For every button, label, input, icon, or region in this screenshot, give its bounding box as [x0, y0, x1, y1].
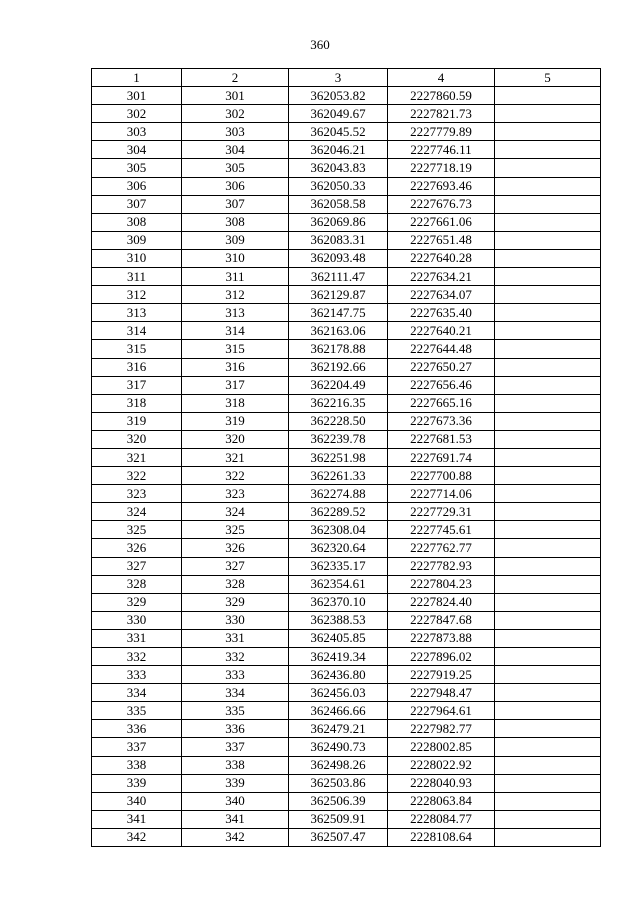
- x-coordinate-cell: 362111.47: [289, 268, 388, 286]
- y-coordinate-cell: 2227964.61: [388, 702, 495, 720]
- table-row: [92, 231, 601, 249]
- column-header-3: 3: [289, 69, 388, 87]
- y-coordinate-cell: 2228022.92: [388, 756, 495, 774]
- y-coordinate-cell: 2227824.40: [388, 593, 495, 611]
- point-id-cell: 318: [182, 394, 289, 412]
- table-row: [92, 141, 601, 159]
- y-coordinate-cell: 2227821.73: [388, 105, 495, 123]
- table-row: [92, 521, 601, 539]
- table-row: [92, 738, 601, 756]
- point-number-cell: 304: [92, 141, 182, 159]
- point-number-cell: 334: [92, 684, 182, 702]
- x-coordinate-cell: 362216.35: [289, 394, 388, 412]
- point-number-cell: 313: [92, 304, 182, 322]
- point-number-cell: 341: [92, 810, 182, 828]
- y-coordinate-cell: 2227847.68: [388, 611, 495, 629]
- point-id-cell: 341: [182, 810, 289, 828]
- x-coordinate-cell: 362053.82: [289, 87, 388, 105]
- point-number-cell: 306: [92, 177, 182, 195]
- point-id-cell: 304: [182, 141, 289, 159]
- x-coordinate-cell: 362251.98: [289, 448, 388, 466]
- note-cell: [495, 213, 601, 231]
- x-coordinate-cell: 362506.39: [289, 792, 388, 810]
- note-cell: [495, 268, 601, 286]
- table-row: [92, 268, 601, 286]
- y-coordinate-cell: 2227691.74: [388, 448, 495, 466]
- x-coordinate-cell: 362069.86: [289, 213, 388, 231]
- point-number-cell: 324: [92, 503, 182, 521]
- x-coordinate-cell: 362163.06: [289, 322, 388, 340]
- table-row: [92, 213, 601, 231]
- note-cell: [495, 792, 601, 810]
- x-coordinate-cell: 362228.50: [289, 412, 388, 430]
- point-id-cell: 311: [182, 268, 289, 286]
- point-id-cell: 328: [182, 575, 289, 593]
- point-id-cell: 302: [182, 105, 289, 123]
- y-coordinate-cell: 2227896.02: [388, 648, 495, 666]
- point-number-cell: 342: [92, 828, 182, 846]
- x-coordinate-cell: 362043.83: [289, 159, 388, 177]
- x-coordinate-cell: 362058.58: [289, 195, 388, 213]
- point-id-cell: 316: [182, 358, 289, 376]
- table-row: [92, 105, 601, 123]
- point-number-cell: 302: [92, 105, 182, 123]
- table-row: [92, 123, 601, 141]
- table-row: [92, 684, 601, 702]
- x-coordinate-cell: 362388.53: [289, 611, 388, 629]
- point-id-cell: 322: [182, 467, 289, 485]
- note-cell: [495, 738, 601, 756]
- note-cell: [495, 629, 601, 647]
- y-coordinate-cell: 2227982.77: [388, 720, 495, 738]
- point-id-cell: 319: [182, 412, 289, 430]
- x-coordinate-cell: 362479.21: [289, 720, 388, 738]
- x-coordinate-cell: 362490.73: [289, 738, 388, 756]
- table-row: [92, 702, 601, 720]
- note-cell: [495, 648, 601, 666]
- note-cell: [495, 159, 601, 177]
- page-number: 360: [310, 37, 330, 52]
- point-number-cell: 339: [92, 774, 182, 792]
- note-cell: [495, 412, 601, 430]
- point-id-cell: 324: [182, 503, 289, 521]
- y-coordinate-cell: 2227779.89: [388, 123, 495, 141]
- y-coordinate-cell: 2227634.21: [388, 268, 495, 286]
- y-coordinate-cell: 2227665.16: [388, 394, 495, 412]
- table-row: [92, 828, 601, 846]
- table-row: [92, 467, 601, 485]
- y-coordinate-cell: 2227661.06: [388, 213, 495, 231]
- y-coordinate-cell: 2227762.77: [388, 539, 495, 557]
- y-coordinate-cell: 2227693.46: [388, 177, 495, 195]
- y-coordinate-cell: 2228084.77: [388, 810, 495, 828]
- note-cell: [495, 177, 601, 195]
- y-coordinate-cell: 2227873.88: [388, 629, 495, 647]
- table-row: [92, 629, 601, 647]
- note-cell: [495, 141, 601, 159]
- y-coordinate-cell: 2227650.27: [388, 358, 495, 376]
- y-coordinate-cell: 2227718.19: [388, 159, 495, 177]
- point-number-cell: 311: [92, 268, 182, 286]
- point-number-cell: 335: [92, 702, 182, 720]
- x-coordinate-cell: 362419.34: [289, 648, 388, 666]
- point-number-cell: 338: [92, 756, 182, 774]
- point-number-cell: 305: [92, 159, 182, 177]
- x-coordinate-cell: 362320.64: [289, 539, 388, 557]
- point-id-cell: 321: [182, 448, 289, 466]
- table-header: [92, 69, 601, 87]
- point-number-cell: 316: [92, 358, 182, 376]
- point-number-cell: 320: [92, 430, 182, 448]
- point-id-cell: 314: [182, 322, 289, 340]
- point-id-cell: 308: [182, 213, 289, 231]
- note-cell: [495, 593, 601, 611]
- point-number-cell: 330: [92, 611, 182, 629]
- point-number-cell: 307: [92, 195, 182, 213]
- x-coordinate-cell: 362456.03: [289, 684, 388, 702]
- table-row: [92, 774, 601, 792]
- note-cell: [495, 105, 601, 123]
- x-coordinate-cell: 362498.26: [289, 756, 388, 774]
- x-coordinate-cell: 362335.17: [289, 557, 388, 575]
- point-id-cell: 301: [182, 87, 289, 105]
- point-number-cell: 318: [92, 394, 182, 412]
- point-number-cell: 327: [92, 557, 182, 575]
- x-coordinate-cell: 362503.86: [289, 774, 388, 792]
- x-coordinate-cell: 362354.61: [289, 575, 388, 593]
- note-cell: [495, 87, 601, 105]
- x-coordinate-cell: 362274.88: [289, 485, 388, 503]
- y-coordinate-cell: 2227948.47: [388, 684, 495, 702]
- table-row: [92, 159, 601, 177]
- table-row: [92, 485, 601, 503]
- x-coordinate-cell: 362050.33: [289, 177, 388, 195]
- note-cell: [495, 539, 601, 557]
- x-coordinate-cell: 362192.66: [289, 358, 388, 376]
- point-number-cell: 340: [92, 792, 182, 810]
- point-id-cell: 323: [182, 485, 289, 503]
- y-coordinate-cell: 2227860.59: [388, 87, 495, 105]
- point-id-cell: 333: [182, 666, 289, 684]
- point-id-cell: 307: [182, 195, 289, 213]
- y-coordinate-cell: 2228002.85: [388, 738, 495, 756]
- table-row: [92, 340, 601, 358]
- point-number-cell: 322: [92, 467, 182, 485]
- note-cell: [495, 666, 601, 684]
- y-coordinate-cell: 2228063.84: [388, 792, 495, 810]
- point-number-cell: 303: [92, 123, 182, 141]
- point-id-cell: 320: [182, 430, 289, 448]
- point-number-cell: 336: [92, 720, 182, 738]
- point-number-cell: 325: [92, 521, 182, 539]
- coordinates-table: [91, 68, 601, 847]
- point-id-cell: 327: [182, 557, 289, 575]
- y-coordinate-cell: 2227745.61: [388, 521, 495, 539]
- point-id-cell: 336: [182, 720, 289, 738]
- y-coordinate-cell: 2227714.06: [388, 485, 495, 503]
- note-cell: [495, 810, 601, 828]
- note-cell: [495, 358, 601, 376]
- x-coordinate-cell: 362261.33: [289, 467, 388, 485]
- point-number-cell: 321: [92, 448, 182, 466]
- point-id-cell: 326: [182, 539, 289, 557]
- table-row: [92, 322, 601, 340]
- table-row: [92, 503, 601, 521]
- note-cell: [495, 340, 601, 358]
- table-row: [92, 195, 601, 213]
- note-cell: [495, 702, 601, 720]
- x-coordinate-cell: 362239.78: [289, 430, 388, 448]
- point-number-cell: 337: [92, 738, 182, 756]
- point-number-cell: 312: [92, 286, 182, 304]
- x-coordinate-cell: 362147.75: [289, 304, 388, 322]
- table-row: [92, 557, 601, 575]
- x-coordinate-cell: 362370.10: [289, 593, 388, 611]
- table-row: [92, 792, 601, 810]
- y-coordinate-cell: 2227676.73: [388, 195, 495, 213]
- table-row: [92, 611, 601, 629]
- note-cell: [495, 828, 601, 846]
- table-row: [92, 376, 601, 394]
- y-coordinate-cell: 2227729.31: [388, 503, 495, 521]
- y-coordinate-cell: 2227640.21: [388, 322, 495, 340]
- point-id-cell: 310: [182, 249, 289, 267]
- header-row: [92, 69, 601, 87]
- table-row: [92, 412, 601, 430]
- table-row: [92, 666, 601, 684]
- table-row: [92, 810, 601, 828]
- note-cell: [495, 430, 601, 448]
- point-number-cell: 314: [92, 322, 182, 340]
- point-id-cell: 303: [182, 123, 289, 141]
- point-id-cell: 306: [182, 177, 289, 195]
- point-id-cell: 325: [182, 521, 289, 539]
- point-number-cell: 333: [92, 666, 182, 684]
- note-cell: [495, 503, 601, 521]
- note-cell: [495, 123, 601, 141]
- table-row: [92, 648, 601, 666]
- x-coordinate-cell: 362045.52: [289, 123, 388, 141]
- y-coordinate-cell: 2227919.25: [388, 666, 495, 684]
- note-cell: [495, 322, 601, 340]
- point-id-cell: 309: [182, 231, 289, 249]
- point-number-cell: 315: [92, 340, 182, 358]
- column-header-4: 4: [388, 69, 495, 87]
- y-coordinate-cell: 2227804.23: [388, 575, 495, 593]
- note-cell: [495, 394, 601, 412]
- x-coordinate-cell: 362204.49: [289, 376, 388, 394]
- point-id-cell: 342: [182, 828, 289, 846]
- table-row: [92, 304, 601, 322]
- note-cell: [495, 376, 601, 394]
- point-number-cell: 331: [92, 629, 182, 647]
- point-number-cell: 323: [92, 485, 182, 503]
- x-coordinate-cell: 362509.91: [289, 810, 388, 828]
- point-id-cell: 337: [182, 738, 289, 756]
- point-number-cell: 317: [92, 376, 182, 394]
- table-row: [92, 286, 601, 304]
- note-cell: [495, 195, 601, 213]
- point-id-cell: 334: [182, 684, 289, 702]
- table-row: [92, 249, 601, 267]
- point-id-cell: 312: [182, 286, 289, 304]
- note-cell: [495, 467, 601, 485]
- column-header-5: 5: [495, 69, 601, 87]
- table-row: [92, 430, 601, 448]
- y-coordinate-cell: 2227681.53: [388, 430, 495, 448]
- note-cell: [495, 756, 601, 774]
- table-row: [92, 593, 601, 611]
- note-cell: [495, 684, 601, 702]
- x-coordinate-cell: 362129.87: [289, 286, 388, 304]
- table-row: [92, 720, 601, 738]
- table-row: [92, 87, 601, 105]
- y-coordinate-cell: 2227746.11: [388, 141, 495, 159]
- note-cell: [495, 231, 601, 249]
- x-coordinate-cell: 362308.04: [289, 521, 388, 539]
- point-number-cell: 319: [92, 412, 182, 430]
- point-number-cell: 326: [92, 539, 182, 557]
- note-cell: [495, 286, 601, 304]
- y-coordinate-cell: 2227673.36: [388, 412, 495, 430]
- note-cell: [495, 521, 601, 539]
- y-coordinate-cell: 2228040.93: [388, 774, 495, 792]
- y-coordinate-cell: 2227656.46: [388, 376, 495, 394]
- point-id-cell: 313: [182, 304, 289, 322]
- point-number-cell: 301: [92, 87, 182, 105]
- note-cell: [495, 249, 601, 267]
- y-coordinate-cell: 2227635.40: [388, 304, 495, 322]
- table-row: [92, 358, 601, 376]
- note-cell: [495, 575, 601, 593]
- y-coordinate-cell: 2227644.48: [388, 340, 495, 358]
- x-coordinate-cell: 362405.85: [289, 629, 388, 647]
- column-header-2: 2: [182, 69, 289, 87]
- table-row: [92, 177, 601, 195]
- table-row: [92, 539, 601, 557]
- y-coordinate-cell: 2227634.07: [388, 286, 495, 304]
- point-id-cell: 317: [182, 376, 289, 394]
- table-body: [92, 87, 601, 847]
- y-coordinate-cell: 2227782.93: [388, 557, 495, 575]
- point-id-cell: 305: [182, 159, 289, 177]
- table-row: [92, 756, 601, 774]
- table-row: [92, 394, 601, 412]
- point-number-cell: 328: [92, 575, 182, 593]
- table-row: [92, 575, 601, 593]
- point-number-cell: 308: [92, 213, 182, 231]
- point-id-cell: 338: [182, 756, 289, 774]
- point-id-cell: 315: [182, 340, 289, 358]
- y-coordinate-cell: 2228108.64: [388, 828, 495, 846]
- point-id-cell: 332: [182, 648, 289, 666]
- note-cell: [495, 611, 601, 629]
- note-cell: [495, 720, 601, 738]
- y-coordinate-cell: 2227640.28: [388, 249, 495, 267]
- x-coordinate-cell: 362466.66: [289, 702, 388, 720]
- point-number-cell: 309: [92, 231, 182, 249]
- point-id-cell: 330: [182, 611, 289, 629]
- point-id-cell: 329: [182, 593, 289, 611]
- x-coordinate-cell: 362289.52: [289, 503, 388, 521]
- y-coordinate-cell: 2227651.48: [388, 231, 495, 249]
- point-number-cell: 310: [92, 249, 182, 267]
- note-cell: [495, 304, 601, 322]
- point-id-cell: 331: [182, 629, 289, 647]
- x-coordinate-cell: 362178.88: [289, 340, 388, 358]
- x-coordinate-cell: 362083.31: [289, 231, 388, 249]
- x-coordinate-cell: 362436.80: [289, 666, 388, 684]
- note-cell: [495, 448, 601, 466]
- point-id-cell: 335: [182, 702, 289, 720]
- point-id-cell: 340: [182, 792, 289, 810]
- point-number-cell: 329: [92, 593, 182, 611]
- x-coordinate-cell: 362093.48: [289, 249, 388, 267]
- note-cell: [495, 774, 601, 792]
- x-coordinate-cell: 362507.47: [289, 828, 388, 846]
- note-cell: [495, 557, 601, 575]
- column-header-1: 1: [92, 69, 182, 87]
- table-row: [92, 448, 601, 466]
- point-id-cell: 339: [182, 774, 289, 792]
- point-number-cell: 332: [92, 648, 182, 666]
- y-coordinate-cell: 2227700.88: [388, 467, 495, 485]
- x-coordinate-cell: 362046.21: [289, 141, 388, 159]
- note-cell: [495, 485, 601, 503]
- x-coordinate-cell: 362049.67: [289, 105, 388, 123]
